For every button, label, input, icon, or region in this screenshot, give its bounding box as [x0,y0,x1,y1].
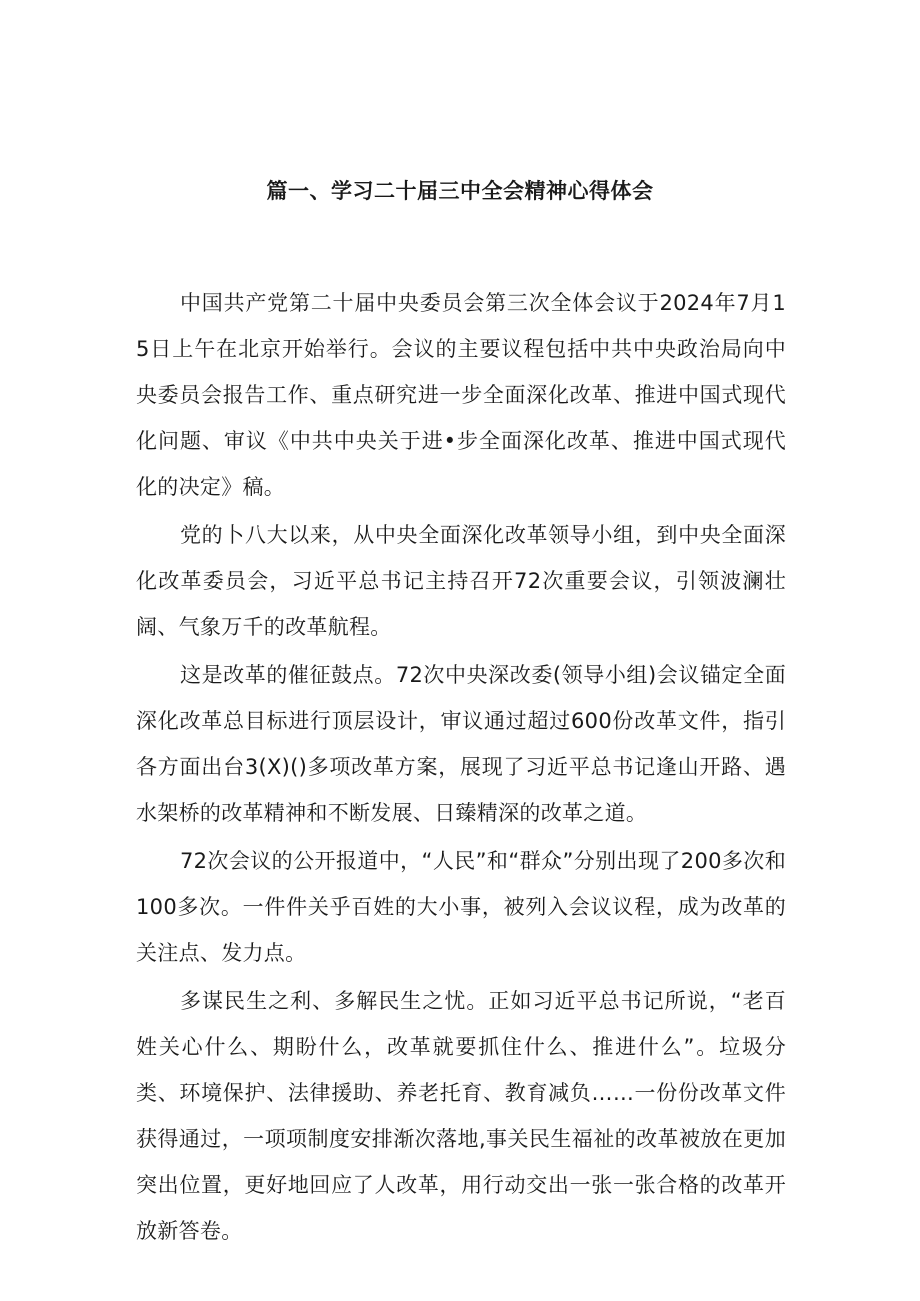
paragraph-1: 中国共产党第二十届中央委员会第三次全体会议于2024年7月15日上午在北京开始举行。会议的主要议程包括中共中央政治局向中央委员会报告工作、重点研究进一步全面深化改革、推进中国式现代化问题、审议《中共中央关于进•步全面深化改革、推进中国式现代化的决定》稿。 [136,291,786,499]
paragraph-3: 这是改革的催征鼓点。72次中央深改委(领导小组)会议锚定全面深化改革总目标进行顶层设计，审议通过超过600份改革文件，指引各方面出台3(X)()多项改革方案，展现了习近平总书记逢山开路、遇水架桥的改革精神和不断发展、日臻精深的改革之道。 [136,663,786,825]
document-title: 篇一、学习二十届三中全会精神心得体会 [266,179,654,203]
paragraph-5: 多谋民生之利、多解民生之忧。正如习近平总书记所说，“老百姓关心什么、期盼什么，改革就要抓住什么、推进什么”。垃圾分类、环境保护、法律援助、养老托育、教育减负……一份份改革文件获得通过，一项项制度安排渐次落地,事关民生福祉的改革被放在更加突出位置，更好地回应了人改革，用行动交出一张一张合格的改革开放新答卷。 [136,989,786,1243]
document-body [136,280,786,1256]
paragraph-2: 党的卜八大以来，从中央全面深化改革领导小组，到中央全面深化改革委员会，习近平总书记主持召开72次重要会议，引领波澜壮阔、气象万千的改革航程。 [136,523,786,639]
paragraph-4: 72次会议的公开报道中，“人民”和“群众”分别出现了200多次和100多次。一件件关乎百姓的大小事，被列入会议议程，成为改革的关注点、发力点。 [136,849,786,965]
